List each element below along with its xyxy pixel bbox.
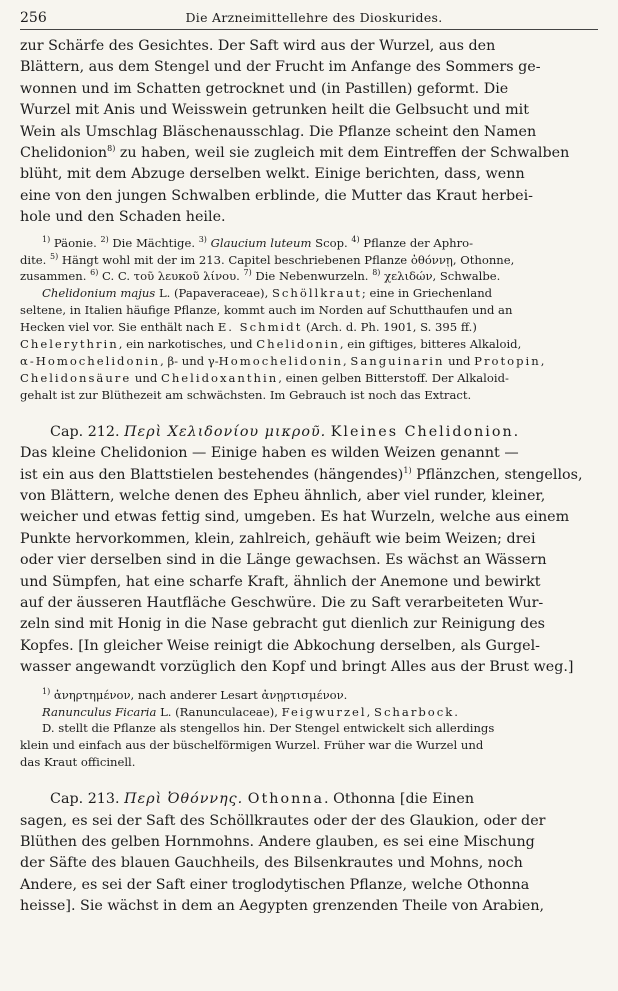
text-run: . [454,704,458,719]
text-run: dite. [20,252,51,267]
text-line [20,143,598,164]
plant-common-name: Schöllkraut [271,286,362,301]
text-line: Das kleine Chelidonion — Einige haben es wilden Weizen genannt — [20,445,519,462]
text-line: wasser angewandt vorzüglich den Kopf und bringt Alles aus der Brust weg.] [20,659,574,676]
chapter-title: Othonna [247,791,325,808]
author-name: E. Schmidt [217,320,303,335]
text-run: , [540,354,545,368]
chapter-number: Cap. 212. [50,423,125,440]
compound-name: Chelidoxanthin [160,370,279,385]
footnote-line [20,353,598,370]
text-run: Pflänzchen, stengellos, [411,466,583,483]
chapter-213 [20,789,598,917]
footnotes-2 [20,687,598,772]
paragraph-1 [20,36,598,229]
footnote-line: gehalt ist zur Blüthezeit am schwächsten. Im Gebrauch ist noch das Extract. [20,387,472,402]
chapter-heading [20,789,598,810]
footnote-line [20,235,598,252]
footnote-line [20,252,598,269]
compound-name: Chelerythrin [20,337,119,352]
compound-name: Protopin [474,354,541,368]
footnote-line [20,268,598,285]
greek-title: Περὶ Ὀθόννης. [124,791,244,808]
text-run: Päonie. [50,235,101,250]
footnote-line [20,720,598,737]
text-line: der Säfte des blauen Gauchheils, des Bilsenkrautes und Mohns, noch [20,855,523,872]
compound-name: Chelidonsäure [20,370,132,385]
text-run: , [366,704,374,719]
footnote-marker: 6) [90,268,99,278]
compound-name: Chelidonin [256,337,340,352]
text-run: und [444,354,475,368]
text-line: zeln sind mit Honig in die Nase gebracht gut dienlich zur Reinigung des [20,616,546,633]
compound-name: α-Homochelidonin [20,354,161,368]
text-line: eine von den jungen Schwalben erblinde, die Mutter das Kraut herbei- [20,187,533,204]
footnote-line [20,285,598,302]
plant-common-name: Scharbock [374,704,455,719]
text-run: Chelidonion [20,145,108,162]
text-run: Scop. [311,235,352,250]
text-line: zur Schärfe des Gesichtes. Der Saft wird aus der Wurzel, aus den [20,38,496,54]
text-run: L. (Ranunculaceae), [156,704,282,719]
footnote-marker: 4) [351,234,360,244]
footnote-marker: 1) [42,686,51,696]
text-line: wonnen und im Schatten getrocknet und (in Pastillen) geformt. Die [20,80,509,97]
text-run: , ein giftiges, bitteres Alkaloid, [339,337,522,352]
text-run: (Arch. d. Ph. 1901, S. 395 ff.) [302,320,477,335]
footnote-line [20,319,598,336]
footnote-marker: 3) [198,234,207,244]
text-run: ist ein aus den Blattstielen bestehendes (hängendes) [20,466,404,483]
compound-name: Homochelidonin [218,354,344,368]
text-line: weicher und etwas fettig sind, umgeben. Es hat Wurzeln, welche aus einem [20,509,570,526]
text-run: C. C. τοῦ λευκοῦ λίνου. [98,269,244,284]
text-line: und Sümpfen, hat eine scharfe Kraft, ähnlich der Anemone und bewirkt [20,573,541,590]
text-line: von Blättern, welche denen des Epheu ähnlich, aber viel runder, kleiner, [20,487,546,504]
text-line [20,465,598,486]
text-run: D. stellt die Pflanze als stengellos hin. Der Stengel entwickelt sich allerdings [42,721,495,736]
footnotes-1 [20,235,598,404]
chapter-heading [20,422,598,443]
text-line: Blättern, aus dem Stengel und der Frucht im Anfange des Sommers ge- [20,59,541,76]
chapter-number: Cap. 213. [50,791,125,808]
text-line: Kopfes. [In gleicher Weise reinigt die Abkochung derselben, als Gurgel- [20,637,541,654]
text-line: heisse]. Sie wächst in dem an Aegypten grenzenden Theile von Arabien, [20,898,545,915]
text-run: zu haben, weil sie zugleich mit dem Eintreffen der Schwalben [115,145,570,162]
text-line: blüht, mit dem Abzuge derselben welkt. Einige berichten, dass, wenn [20,166,525,183]
footnote-line: seltene, in Italien häufige Pflanze, kommt auch im Norden auf Schutthaufen und an [20,303,513,318]
text-run: ἀνηρτημένον, nach anderer Lesart ἀνῃρτισμένον. [50,687,348,702]
text-run: L. (Papaveraceae), [155,286,272,301]
footnote-marker: 1) [42,234,51,244]
text-line: auf der äusseren Hautfläche Geschwüre. Die zu Saft verarbeiteten Wur- [20,594,544,611]
text-run: zusammen. [20,269,91,284]
text-run: , einen gelben Bitterstoff. Der Alkaloid- [278,370,509,385]
running-title: Die Arzneimittellehre des Dioskurides. [185,10,443,25]
text-line: oder vier derselben sind in die Länge gewachsen. Es wächst an Wässern [20,552,547,569]
footnote-marker: 1) [403,465,412,475]
page-number: 256 [20,10,47,26]
page [20,10,598,918]
text-run: , ein narkotisches, und [118,337,257,352]
plant-common-name: Feigwurzel [281,704,367,719]
species-name: Glaucium luteum [210,235,312,250]
footnote-line [20,704,598,721]
species-name: Chelidonium majus [42,286,156,301]
text-run: Die Nebenwurzeln. [251,269,373,284]
greek-title: Περὶ Χελιδονίου μικροῦ. [124,423,327,440]
footnote-line [20,336,598,353]
text-line: Wurzel mit Anis und Weisswein getrunken heilt die Gelbsucht und mit [20,102,530,119]
text-line: Punkte hervorkommen, klein, zahlreich, gehäuft wie beim Weizen; drei [20,530,536,547]
footnote-marker: 7) [243,268,252,278]
text-run: χελιδών, Schwalbe. [380,269,501,284]
text-run: ; eine in Griechenland [361,286,493,301]
text-run: . Othonna [die Einen [324,791,475,808]
text-run: Pflanze der Aphro- [359,235,474,250]
footnote-marker: 2) [100,234,109,244]
species-name: Ranunculus Ficaria [42,704,157,719]
text-run: Hängt wohl mit der im 213. Capitel beschriebenen Pflanze ὀθόννῃ, Othonne, [58,252,515,267]
running-header [20,10,598,30]
text-line: Andere, es sei der Saft einer troglodytischen Pflanze, welche Othonna [20,876,530,893]
chapter-212 [20,422,598,679]
text-line: Blüthen des gelben Hornmohns. Andere glauben, es sei eine Mischung [20,833,535,850]
footnote-marker: 5) [50,251,59,261]
compound-name: Sanguinarin [350,354,445,368]
footnote-line [20,687,598,704]
text-line: sagen, es sei der Saft des Schöllkrautes oder der des Glaukion, oder der [20,812,546,829]
footnote-line: klein und einfach aus der büschelförmigen Wurzel. Früher war die Wurzel und [20,738,484,753]
text-run: , [343,354,351,368]
text-run: Die Mächtige. [108,235,199,250]
text-run: und [131,370,161,385]
footnote-line [20,370,598,387]
footnote-marker: 8) [107,144,116,154]
text-line: hole und den Schaden heile. [20,209,226,226]
text-run: Hecken viel vor. Sie enthält nach [20,320,218,335]
footnote-marker: 8) [372,268,381,278]
footnote-line: das Kraut officinell. [20,755,136,770]
chapter-title: Kleines Chelidonion. [330,423,521,440]
text-run: , β- und γ- [160,354,219,368]
text-line: Wein als Umschlag Bläschenausschlag. Die Pflanze scheint den Namen [20,123,537,140]
